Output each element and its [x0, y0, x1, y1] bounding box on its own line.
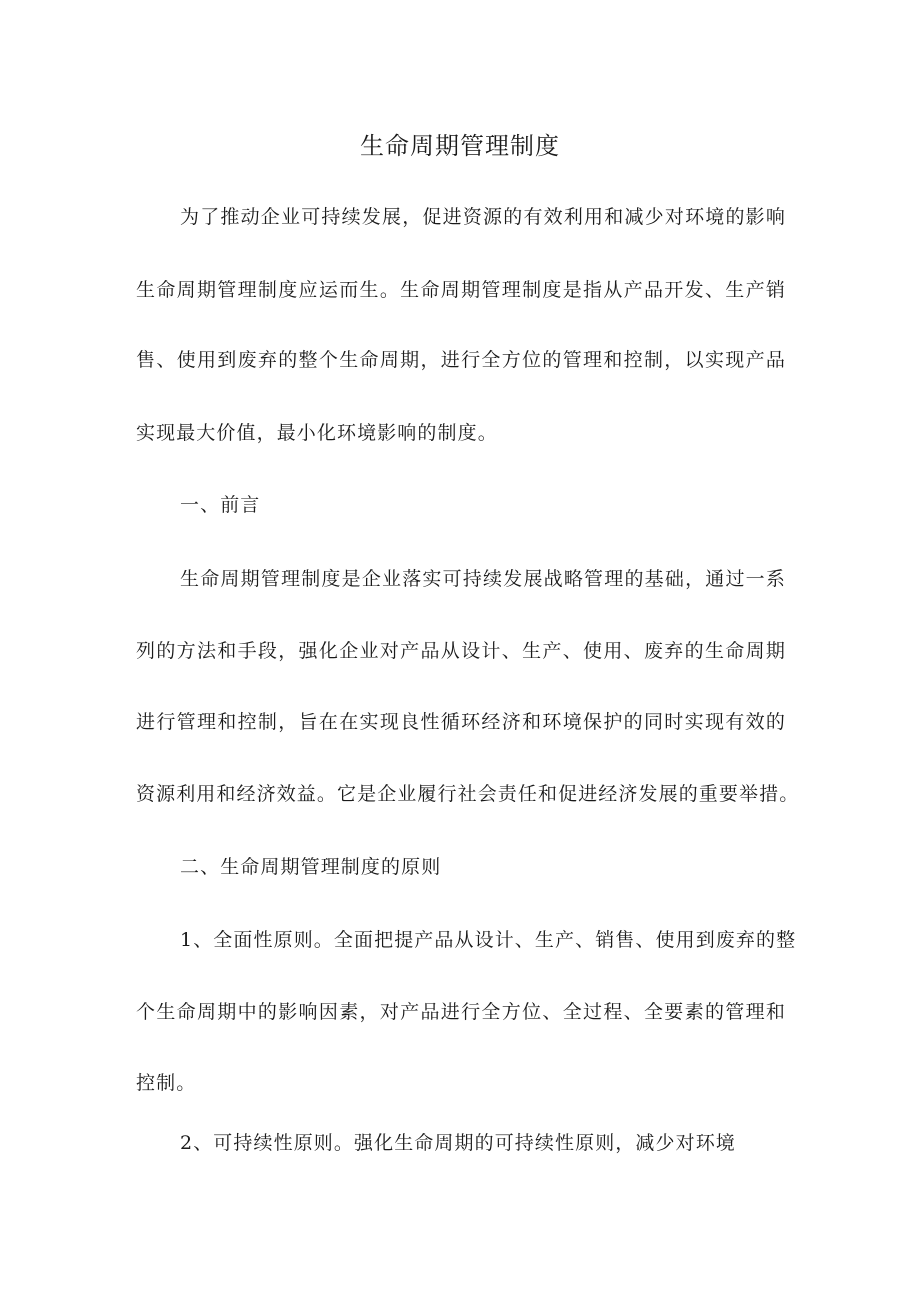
page-title: 生命周期管理制度 — [360, 132, 560, 160]
section1-heading: 一、前言 — [180, 494, 261, 516]
intro-line-3: 售、使用到废弃的整个生命周期，进行全方位的管理和控制，以实现产品 — [136, 349, 786, 371]
principle1-line-2: 个生命周期中的影响因素，对产品进行全方位、全过程、全要素的管理和 — [136, 1001, 786, 1023]
intro-line-1: 为了推动企业可持续发展，促进资源的有效利用和减少对环境的影响 — [180, 206, 786, 228]
principle1-line-3: 控制。 — [136, 1072, 197, 1094]
principle2-line-1: 2、可持续性原则。强化生命周期的可持续性原则，减少对环境 — [180, 1132, 736, 1154]
section1-line-2: 列的方法和手段，强化企业对产品从设计、生产、使用、废弃的生命周期 — [136, 640, 786, 662]
principle1-line-1: 1、全面性原则。全面把提产品从设计、生产、销售、使用到废弃的整 — [180, 929, 797, 951]
section1-line-3: 进行管理和控制，旨在在实现良性循环经济和环境保护的同时实现有效的 — [136, 711, 786, 733]
intro-line-2: 生命周期管理制度应运而生。生命周期管理制度是指从产品开发、生产销 — [136, 279, 786, 301]
intro-line-4: 实现最大价值，最小化环境影响的制度。 — [136, 422, 498, 444]
section2-heading: 二、生命周期管理制度的原则 — [180, 856, 442, 878]
section1-line-1: 生命周期管理制度是企业落实可持续发展战略管理的基础，通过一系 — [180, 568, 786, 590]
section1-line-4: 资源利用和经济效益。它是企业履行社会责任和促进经济发展的重要举措。 — [136, 783, 800, 805]
